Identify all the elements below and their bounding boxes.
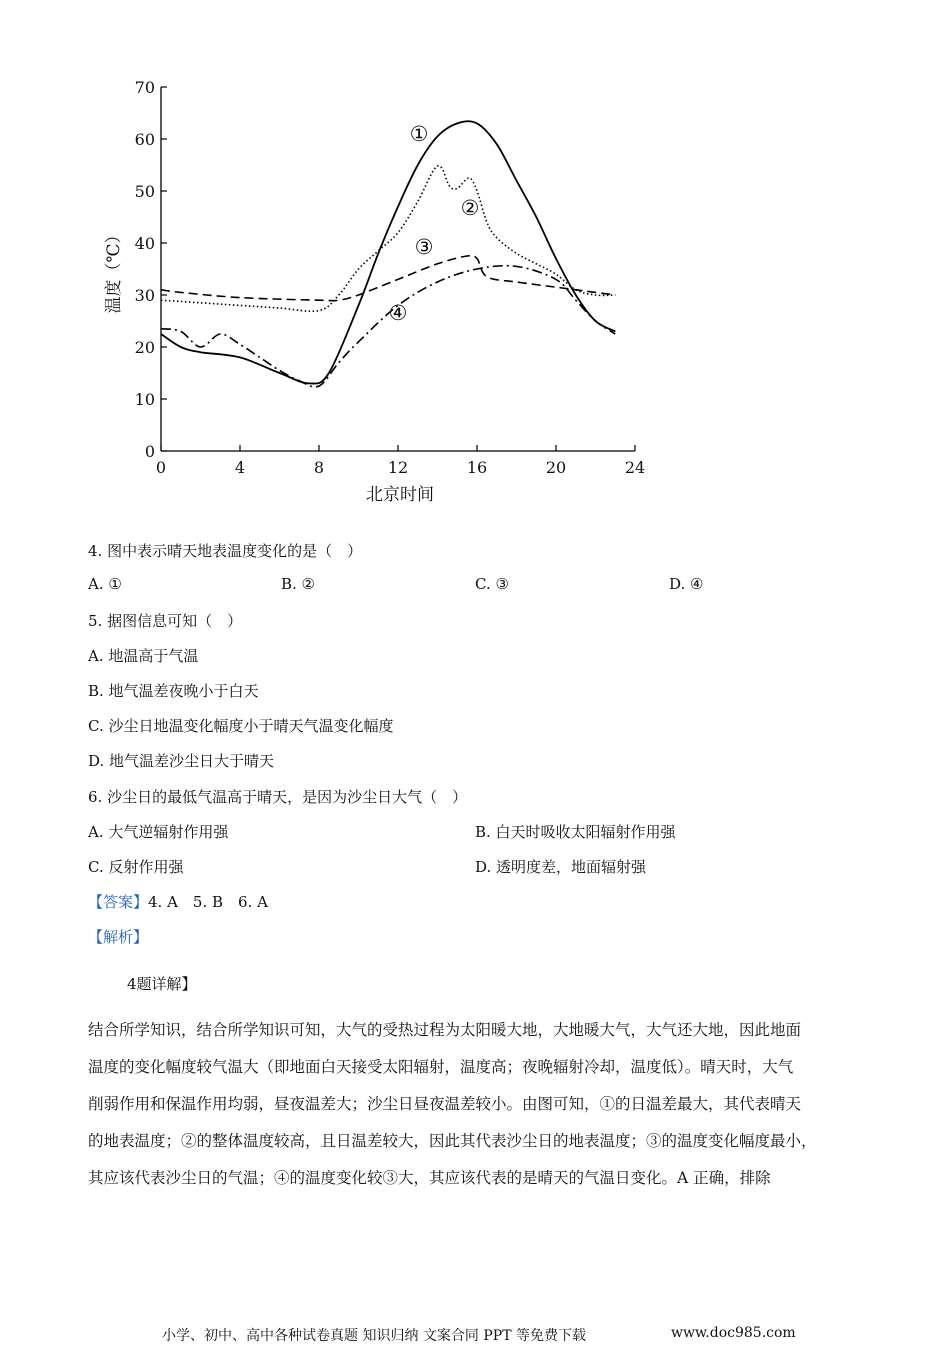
question-5-option-a: A. 地温高于气温 xyxy=(88,647,199,665)
y-tick-label: 60 xyxy=(134,130,155,149)
question-6-option-a: A. 大气逆辐射作用强 xyxy=(88,823,229,841)
answer-text: 4. A 5. B 6. A xyxy=(148,893,268,911)
chart-series-labels xyxy=(389,122,480,325)
series-label-1: ① xyxy=(409,122,429,146)
y-axis-label: 温度（℃） xyxy=(104,226,124,314)
x-tick-label: 8 xyxy=(313,458,325,477)
question-5-stem: 5. 据图信息可知（ ） xyxy=(88,612,243,630)
detail-line: 结合所学知识，结合所学知识可知，大气的受热过程为太阳暖大地，大地暖大气，大气还大地，因此地面 xyxy=(88,1021,802,1039)
question-6-option-c: C. 反射作用强 xyxy=(88,858,184,876)
chart-axes xyxy=(135,78,646,477)
question-5-option-b: B. 地气温差夜晚小于白天 xyxy=(88,682,259,700)
series-line-1 xyxy=(161,121,615,383)
footer-link[interactable]: www.doc985.com xyxy=(671,1325,796,1341)
x-tick-label: 0 xyxy=(155,458,167,477)
question-5-option-c: C. 沙尘日地温变化幅度小于晴天气温变化幅度 xyxy=(88,717,394,735)
question-6-stem: 6. 沙尘日的最低气温高于晴天，是因为沙尘日大气（ ） xyxy=(88,788,468,806)
x-tick-label: 16 xyxy=(466,458,488,477)
detail-paragraph xyxy=(88,1012,868,1197)
question-6-option-b: B. 白天时吸收太阳辐射作用强 xyxy=(475,823,676,841)
series-label-4: ④ xyxy=(388,301,408,325)
series-label-2: ② xyxy=(460,196,480,220)
question-5-option-d: D. 地气温差沙尘日大于晴天 xyxy=(88,752,275,770)
temperature-line-chart xyxy=(0,0,950,520)
question-4-option-a: A. ① xyxy=(88,575,122,593)
series-label-3: ③ xyxy=(414,235,434,259)
question-6-option-d: D. 透明度差，地面辐射强 xyxy=(475,858,647,876)
y-tick-label: 30 xyxy=(134,286,155,305)
y-tick-label: 20 xyxy=(134,338,155,357)
detail-line: 其应该代表沙尘日的气温；④的温度变化较③大，其应该代表的是晴天的气温日变化。A 正确，排除 xyxy=(88,1169,771,1187)
chart-series xyxy=(161,121,615,387)
analysis-label: 【解析】 xyxy=(88,928,149,946)
x-tick-label: 12 xyxy=(387,458,409,477)
detail-line: 的地表温度；②的整体温度较高，且日温差较大，因此其代表沙尘日的地表温度；③的温度变化幅度最小， xyxy=(88,1132,817,1150)
x-tick-label: 20 xyxy=(545,458,567,477)
x-tick-label: 4 xyxy=(234,458,246,477)
question-4-option-c: C. ③ xyxy=(475,575,509,593)
y-tick-label: 50 xyxy=(134,182,155,201)
x-tick-label: 24 xyxy=(624,458,646,477)
answer-line xyxy=(88,891,268,912)
question-4-stem: 4. 图中表示晴天地表温度变化的是（ ） xyxy=(88,542,363,560)
question-4-option-b: B. ② xyxy=(281,575,316,593)
detail-line: 削弱作用和保温作用均弱，昼夜温差大；沙尘日昼夜温差较小。由图可知，①的日温差最大，其代表晴天 xyxy=(88,1095,802,1113)
question-4-option-d: D. ④ xyxy=(669,575,704,593)
x-axis-label: 北京时间 xyxy=(366,485,434,505)
detail-line: 温度的变化幅度较气温大（即地面白天接受太阳辐射，温度高；夜晚辐射冷却，温度低）。晴天时，大气 xyxy=(88,1058,794,1076)
footer-text: 小学、初中、高中各种试卷真题 知识归纳 文案合同 PPT 等免费下载 xyxy=(162,1328,586,1344)
detail-heading: 4题详解】 xyxy=(127,975,197,993)
answer-label: 【答案】 xyxy=(88,893,149,911)
y-tick-label: 40 xyxy=(134,234,155,253)
y-tick-label: 70 xyxy=(134,78,155,97)
series-line-3 xyxy=(161,255,615,300)
y-tick-label: 10 xyxy=(134,390,155,409)
y-tick-label: 0 xyxy=(144,442,155,461)
